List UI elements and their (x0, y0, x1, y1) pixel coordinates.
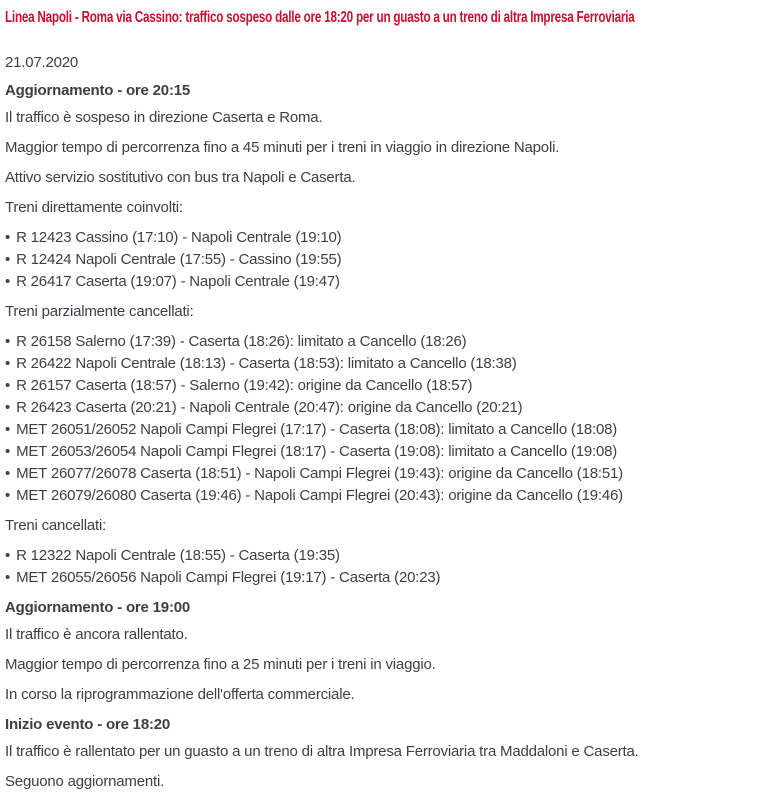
train-list-item (5, 353, 768, 375)
bullet-icon: • (5, 251, 11, 268)
train-list-item (5, 249, 768, 271)
bullet-icon: • (5, 421, 11, 438)
train-list-item (5, 375, 768, 397)
bullet-icon: • (5, 355, 11, 372)
section-heading-update-1900: Aggiornamento - ore 19:00 (5, 599, 191, 616)
train-list-item (5, 545, 768, 567)
paragraph: Maggior tempo di percorrenza fino a 45 minuti per i treni in viaggio in direzione Napoli. (5, 139, 560, 156)
train-list-item (5, 397, 768, 419)
paragraph: In corso la riprogrammazione dell'offerta commerciale. (5, 686, 355, 703)
train-text: MET 26079/26080 Caserta (19:46) - Napoli Campi Flegrei (20:43): origine da Cancello (19:46) (16, 487, 623, 504)
train-text: R 26423 Caserta (20:21) - Napoli Centrale (20:47): origine da Cancello (20:21) (16, 399, 523, 416)
train-text: R 26158 Salerno (17:39) - Caserta (18:26): limitato a Cancello (18:26) (16, 333, 467, 350)
train-text: R 26422 Napoli Centrale (18:13) - Caserta (18:53): limitato a Cancello (18:38) (16, 355, 517, 372)
section-heading-event-start: Inizio evento - ore 18:20 (5, 716, 171, 733)
train-list-item (5, 271, 768, 293)
train-text: R 12322 Napoli Centrale (18:55) - Caserta (19:35) (16, 547, 340, 564)
bullet-icon: • (5, 399, 11, 416)
train-list-item (5, 463, 768, 485)
train-list-item (5, 567, 768, 589)
bullet-icon: • (5, 487, 11, 504)
bullet-icon: • (5, 443, 11, 460)
bullet-icon: • (5, 377, 11, 394)
train-list-item (5, 441, 768, 463)
paragraph: Attivo servizio sostitutivo con bus tra Napoli e Caserta. (5, 169, 356, 186)
notice-date: 21.07.2020 (5, 54, 79, 71)
page-title: Linea Napoli - Roma via Cassino: traffico sospeso dalle ore 18:20 per un guasto a un treno di altra Impresa Ferroviaria (5, 9, 635, 26)
train-text: MET 26077/26078 Caserta (18:51) - Napoli Campi Flegrei (19:43): origine da Cancello (18:51) (16, 465, 623, 482)
train-list-item (5, 331, 768, 353)
train-text: R 12423 Cassino (17:10) - Napoli Centrale (19:10) (16, 229, 342, 246)
paragraph: Il traffico è rallentato per un guasto a un treno di altra Impresa Ferroviaria tra Maddaloni e Caserta. (5, 743, 639, 760)
paragraph: Il traffico è ancora rallentato. (5, 626, 188, 643)
bullet-icon: • (5, 547, 11, 564)
bullet-icon: • (5, 465, 11, 482)
train-text: R 12424 Napoli Centrale (17:55) - Cassino (19:55) (16, 251, 342, 268)
list-label-trains-partial: Treni parzialmente cancellati: (5, 303, 194, 320)
train-list-item (5, 419, 768, 441)
list-label-trains-cancelled: Treni cancellati: (5, 517, 107, 534)
train-text: R 26157 Caserta (18:57) - Salerno (19:42): origine da Cancello (18:57) (16, 377, 473, 394)
trains-involved-list (5, 227, 768, 293)
train-text: MET 26055/26056 Napoli Campi Flegrei (19:17) - Caserta (20:23) (16, 569, 441, 586)
bullet-icon: • (5, 273, 11, 290)
train-text: MET 26051/26052 Napoli Campi Flegrei (17:17) - Caserta (18:08): limitato a Cancello (18:08) (16, 421, 618, 438)
section-heading-update-2015: Aggiornamento - ore 20:15 (5, 82, 191, 99)
list-label-trains-involved: Treni direttamente coinvolti: (5, 199, 183, 216)
train-text: MET 26053/26054 Napoli Campi Flegrei (18:17) - Caserta (19:08): limitato a Cancello (19:08) (16, 443, 618, 460)
paragraph: Seguono aggiornamenti. (5, 773, 165, 790)
bullet-icon: • (5, 333, 11, 350)
bullet-icon: • (5, 569, 11, 586)
trains-partially-cancelled-list (5, 331, 768, 507)
trains-cancelled-list (5, 545, 768, 589)
bullet-icon: • (5, 229, 11, 246)
paragraph: Il traffico è sospeso in direzione Caserta e Roma. (5, 109, 323, 126)
train-list-item (5, 485, 768, 507)
train-list-item (5, 227, 768, 249)
train-text: R 26417 Caserta (19:07) - Napoli Centrale (19:47) (16, 273, 340, 290)
paragraph: Maggior tempo di percorrenza fino a 25 minuti per i treni in viaggio. (5, 656, 436, 673)
